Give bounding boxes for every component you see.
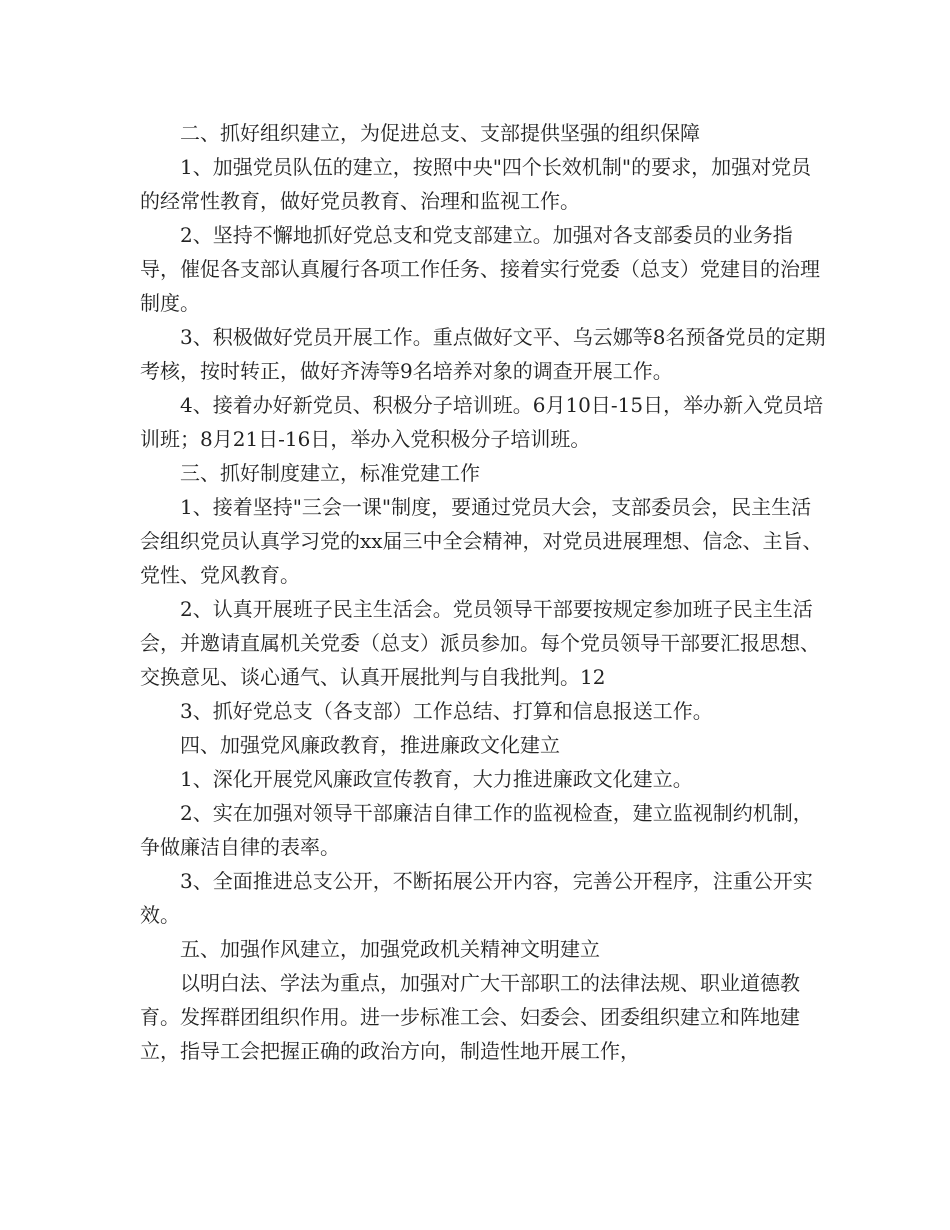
paragraph: 3、抓好党总支（各支部）工作总结、打算和信息报送工作。 xyxy=(180,699,713,723)
paragraph: 2、认真开展班子民主生活会。党员领导干部要按规定参加班子民主生活会，并邀请直属机关党委（总支）派员参加。每个党员领导干部要汇报思想、交换意见、谈心通气、认真开展批判与自我批判。12 xyxy=(140,597,820,689)
paragraph: 3、积极做好党员开展工作。重点做好文平、乌云娜等8名预备党员的定期考核，按时转正，做好齐涛等9名培养对象的调查开展工作。 xyxy=(140,325,826,383)
paragraph: 2、实在加强对领导干部廉洁自律工作的监视检查，建立监视制约机制，争做廉洁自律的表率。 xyxy=(140,801,813,859)
section-heading-3: 三、抓好制度建立，标准党建工作 xyxy=(180,461,480,485)
section-heading-4: 四、加强党风廉政教育，推进廉政文化建立 xyxy=(180,733,560,757)
document-body xyxy=(140,116,830,1068)
paragraph: 2、坚持不懈地抓好党总支和党支部建立。加强对各支部委员的业务指导，催促各支部认真履行各项工作任务、接着实行党委（总支）党建目的治理制度。 xyxy=(140,223,820,315)
section-heading-2: 二、抓好组织建立，为促进总支、支部提供坚强的组织保障 xyxy=(180,121,700,145)
paragraph: 3、全面推进总支公开，不断拓展公开内容，完善公开程序，注重公开实效。 xyxy=(140,869,813,927)
paragraph: 4、接着办好新党员、积极分子培训班。6月10日-15日，举办新入党员培训班；8月21日-16日，举办入党积极分子培训班。 xyxy=(140,393,824,451)
paragraph: 1、接着坚持"三会一课"制度，要通过党员大会，支部委员会，民主生活会组织党员认真学习党的xx届三中全会精神，对党员进展理想、信念、主旨、党性、党风教育。 xyxy=(140,495,823,587)
paragraph: 以明白法、学法为重点，加强对广大干部职工的法律法规、职业道德教育。发挥群团组织作用。进一步标准工会、妇委会、团委组织建立和阵地建立，指导工会把握正确的政治方向，制造性地开展工作， xyxy=(140,971,800,1063)
paragraph: 1、深化开展党风廉政宣传教育，大力推进廉政文化建立。 xyxy=(180,767,693,791)
section-heading-5: 五、加强作风建立，加强党政机关精神文明建立 xyxy=(180,937,600,961)
paragraph: 1、加强党员队伍的建立，按照中央"四个长效机制"的要求，加强对党员的经常性教育，做好党员教育、治理和监视工作。 xyxy=(140,155,812,213)
